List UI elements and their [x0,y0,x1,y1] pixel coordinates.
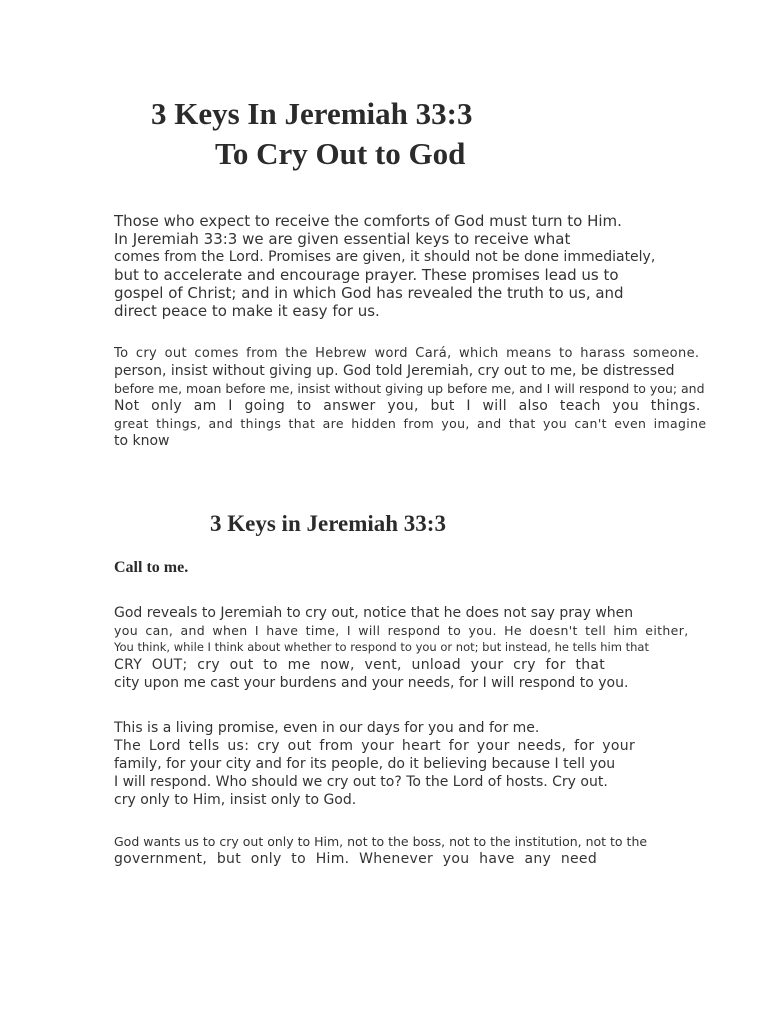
only-to-him-paragraph [114,833,647,868]
text-line: you can, and when I have time, I will respond to you. He doesn't tell him either, [114,623,689,638]
text-line: CRY OUT; cry out to me now, vent, unload your cry for that [114,657,606,673]
text-line: government, but only to Him. Whenever you have any need [114,851,598,867]
call-to-me-heading: Call to me. [114,559,189,576]
section-subtitle: 3 Keys in Jeremiah 33:3 [210,511,446,536]
text-line: city upon me cast your burdens and your needs, for I will respond to you. [114,675,629,691]
text-line: You think, while I think about whether to respond to you or not; but instead, he tells him that [114,640,649,654]
page-title-line-2: To Cry Out to God [215,136,466,171]
text-line: comes from the Lord. Promises are given, it should not be done immediately, [114,249,656,265]
text-line: Not only am I going to answer you, but I will also teach you things. [114,398,701,414]
text-line: God reveals to Jeremiah to cry out, notice that he does not say pray when [114,605,634,621]
living-promise-paragraph [114,719,635,809]
text-line: I will respond. Who should we cry out to? To the Lord of hosts. Cry out. [114,774,608,790]
hebrew-word-paragraph [114,345,706,450]
text-line: before me, moan before me, insist without giving up before me, and I will respond to you; and [114,381,705,396]
cry-out-paragraph [114,604,689,692]
text-line: to know [114,433,170,449]
text-line: The Lord tells us: cry out from your heart for your needs, for your [114,738,636,754]
text-line: Those who expect to receive the comforts of God must turn to Him. [114,212,622,230]
text-line: person, insist without giving up. God told Jeremiah, cry out to me, be distressed [114,363,675,379]
intro-paragraph [114,212,655,320]
page-title-line-1: 3 Keys In Jeremiah 33:3 [151,96,473,131]
text-line: great things, and things that are hidden from you, and that you can't even imagine [114,416,707,431]
text-line: cry only to Him, insist only to God. [114,792,357,808]
text-line: In Jeremiah 33:3 we are given essential keys to receive what [114,230,571,248]
text-line: but to accelerate and encourage prayer. These promises lead us to [114,266,619,284]
text-line: direct peace to make it easy for us. [114,302,380,320]
text-line: God wants us to cry out only to Him, not to the boss, not to the institution, not to the [114,834,648,849]
text-line: This is a living promise, even in our days for you and for me. [114,720,540,736]
text-line: To cry out comes from the Hebrew word Cará, which means to harass someone. [114,346,700,361]
text-line: family, for your city and for its people, do it believing because I tell you [114,756,616,772]
text-line: gospel of Christ; and in which God has revealed the truth to us, and [114,284,624,302]
